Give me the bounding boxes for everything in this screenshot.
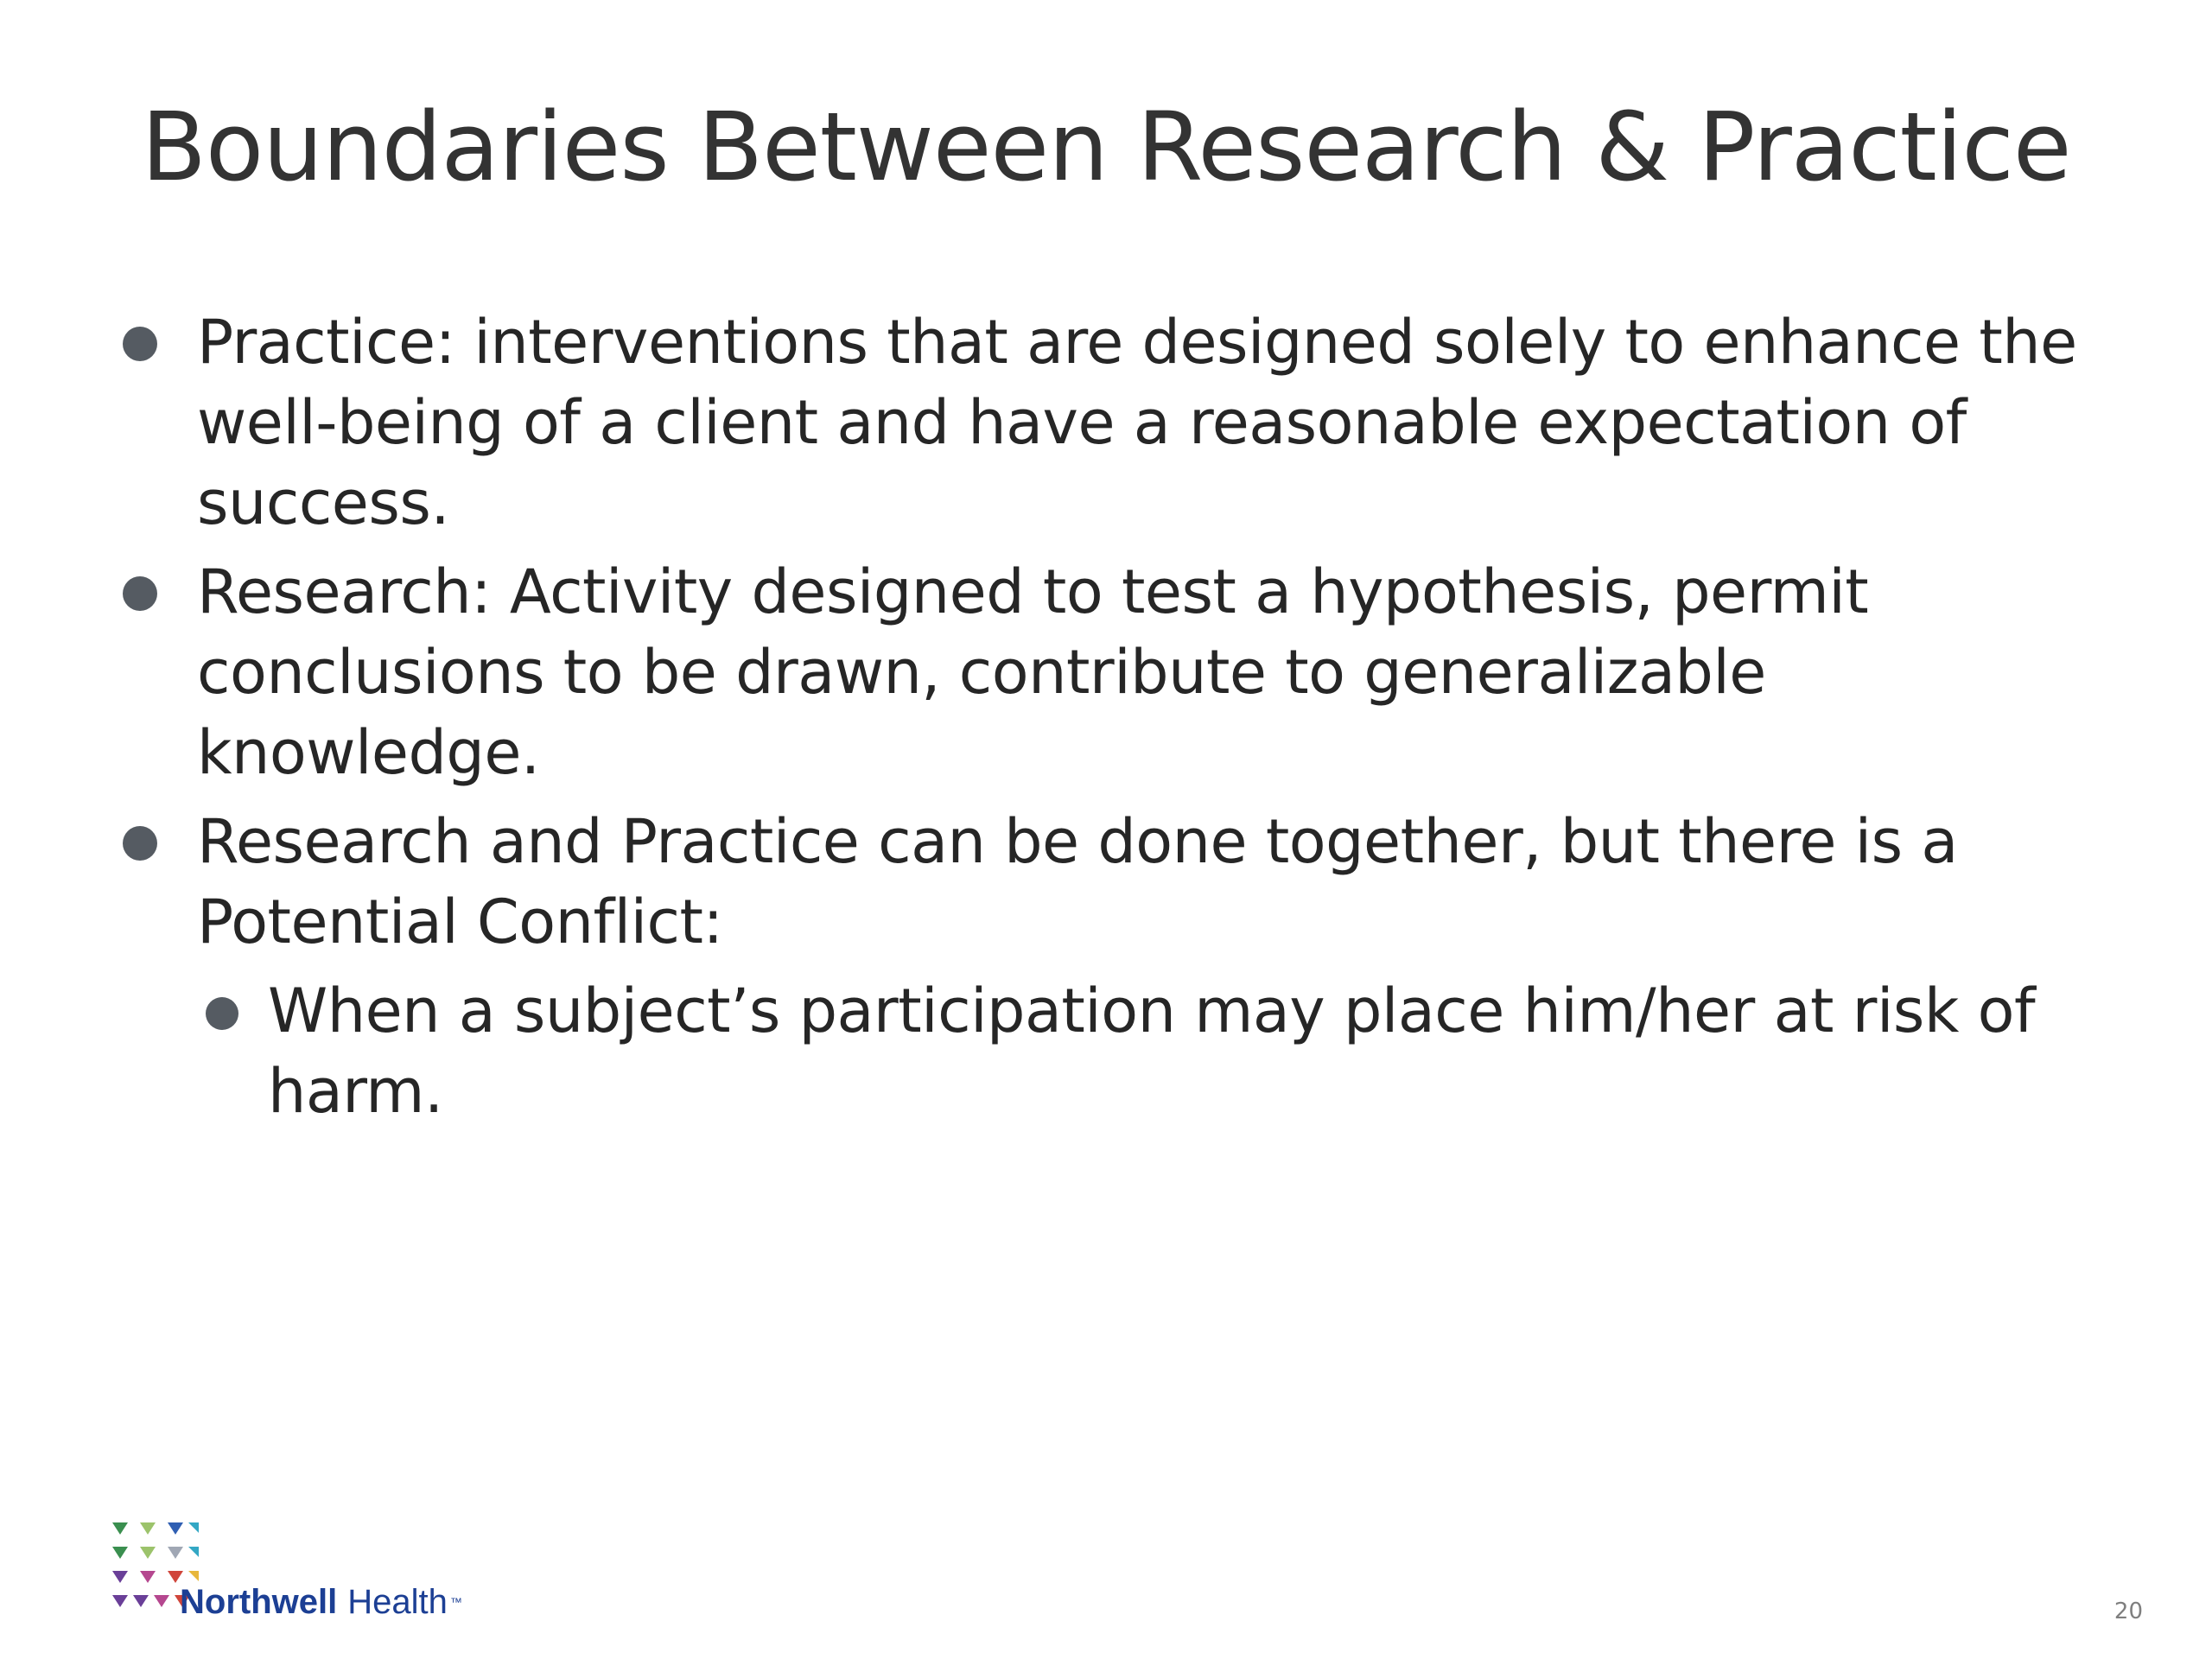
trademark-mark: ™ [449, 1595, 462, 1609]
northwell-health-logo [111, 1521, 560, 1624]
bullet-text: Research and Practice can be done together, but there is a Potential Conflict: [197, 806, 1958, 957]
sub-bullet-item [0, 971, 2212, 1132]
brand-name-bold: Northwell [180, 1583, 338, 1621]
bullet-item [0, 552, 2212, 793]
bullet-item [0, 802, 2212, 963]
bullet-dot-icon [123, 576, 157, 611]
bullet-dot-icon [206, 997, 238, 1030]
page-number: 20 [2113, 1599, 2143, 1624]
sub-bullet-text: When a subject’s participation may place him/her at risk of harm. [268, 976, 2036, 1127]
brand-name [180, 1583, 462, 1621]
bullet-dot-icon [123, 826, 157, 861]
bullet-text: Research: Activity designed to test a hypothesis, permit conclusions to be drawn, contribute to generalizable knowledge. [197, 556, 1869, 788]
bullet-dot-icon [123, 327, 157, 361]
bullet-text: Practice: interventions that are designed solely to enhance the well-being of a client and have a reasonable expectation of success. [197, 307, 2077, 538]
brand-name-regular: Health [347, 1583, 448, 1621]
bullet-list [0, 302, 2212, 1132]
slide-title: Boundaries Between Research & Practice [141, 92, 2071, 202]
bullet-item [0, 302, 2212, 543]
